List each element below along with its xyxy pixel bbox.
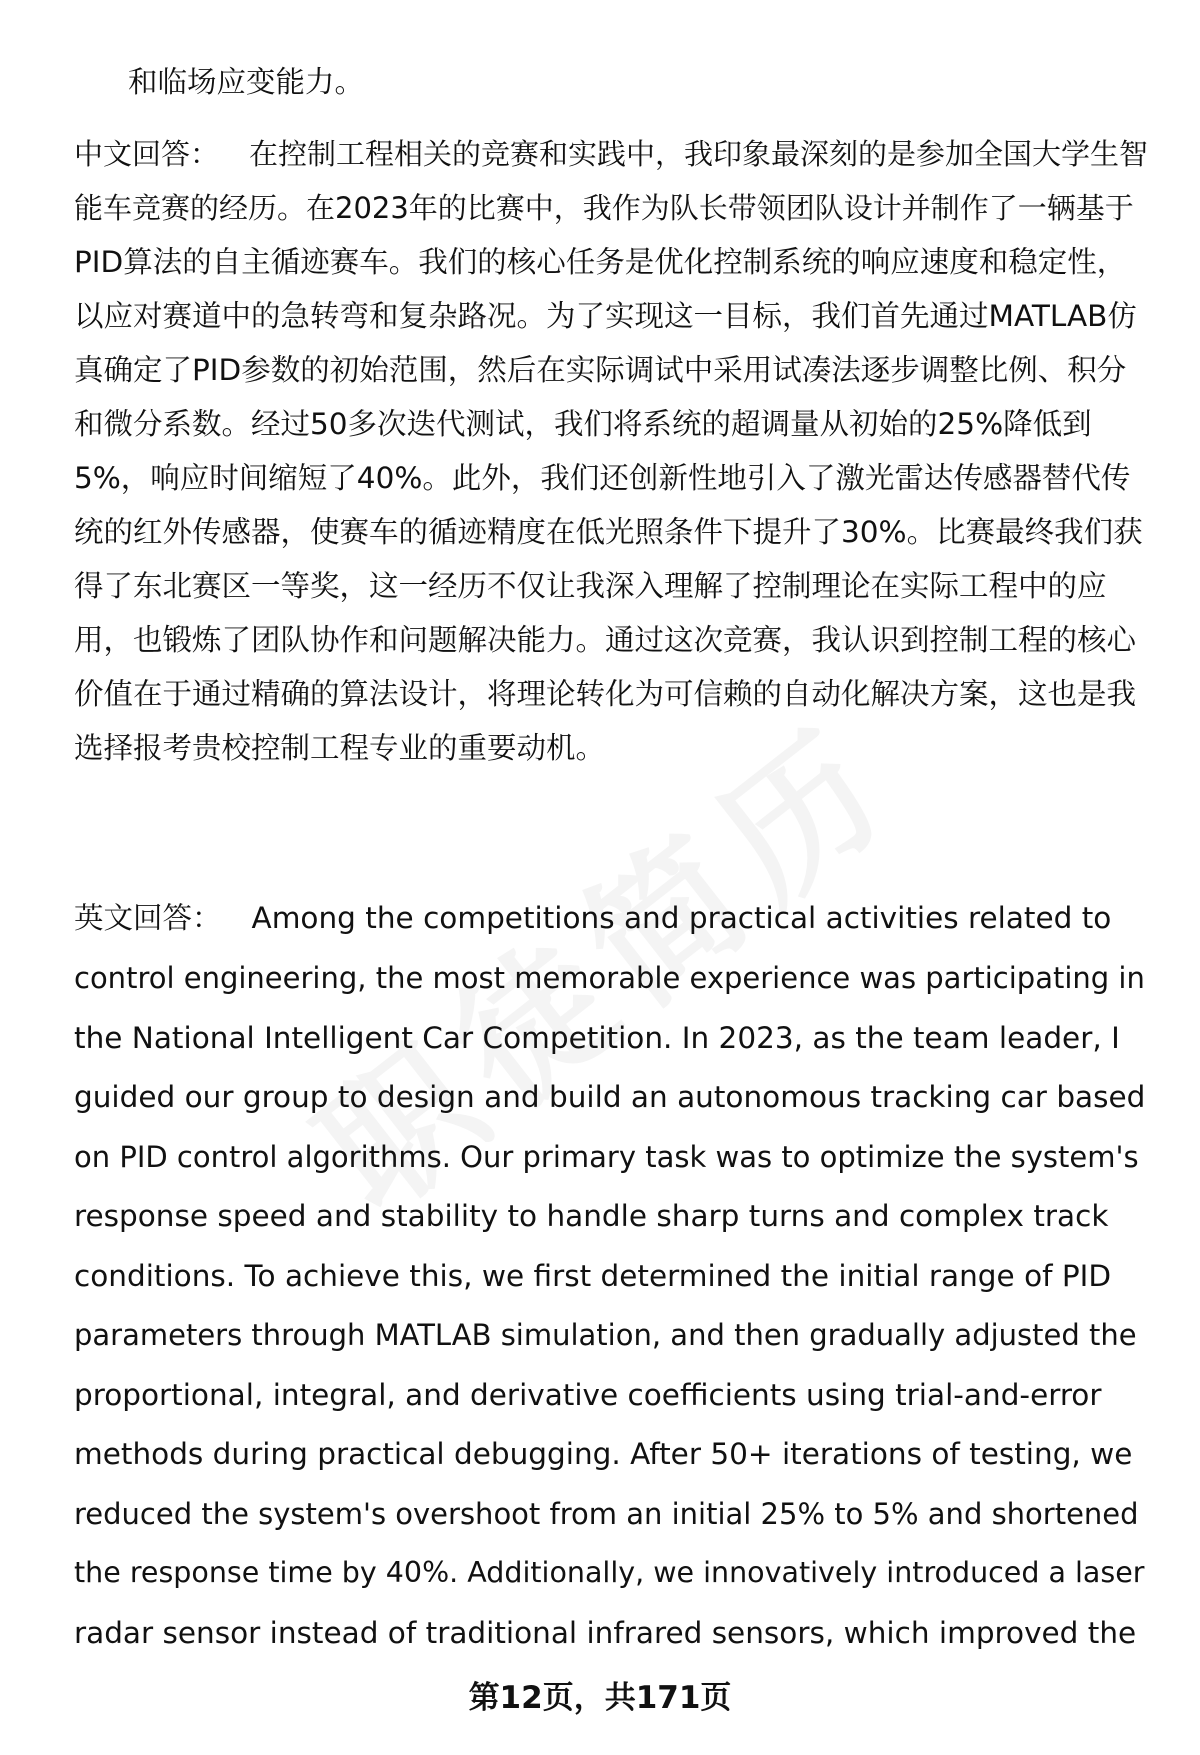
chinese-answer-line bbox=[74, 134, 1148, 174]
chinese-answer-label: 中文回答： bbox=[74, 137, 220, 171]
chinese-answer-line: 用，也锻炼了团队协作和问题解决能力。通过这次竞赛，我认识到控制工程的核心 bbox=[74, 623, 1137, 657]
english-answer-line: guided our group to design and build an autonomous tracking car based bbox=[74, 1080, 1146, 1114]
opening-line: 和临场应变能力。 bbox=[128, 65, 365, 99]
page-number: 第12页，共171页 bbox=[468, 1680, 732, 1716]
chinese-answer-line: 真确定了PID参数的初始范围，然后在实际调试中采用试凑法逐步调整比例、积分 bbox=[74, 353, 1127, 387]
english-answer-line: parameters through MATLAB simulation, and then gradually adjusted the bbox=[74, 1318, 1137, 1352]
english-answer-line: response speed and stability to handle sharp turns and complex track bbox=[74, 1199, 1109, 1233]
chinese-answer-line: 能车竞赛的经历。在2023年的比赛中，我作为队长带领团队设计并制作了一辆基于 bbox=[74, 191, 1134, 225]
english-answer-line: methods during practical debugging. After 50+ iterations of testing, we bbox=[74, 1437, 1133, 1471]
english-answer-line: conditions. To achieve this, we first determined the initial range of PID bbox=[74, 1259, 1112, 1293]
english-answer-line: the National Intelligent Car Competition. In 2023, as the team leader, I bbox=[74, 1021, 1120, 1055]
chinese-answer-line: 以应对赛道中的急转弯和复杂路况。为了实现这一目标，我们首先通过MATLAB仿 bbox=[74, 299, 1137, 333]
chinese-answer-line: 价值在于通过精确的算法设计，将理论转化为可信赖的自动化解决方案，这也是我 bbox=[74, 677, 1137, 711]
english-answer-line: control engineering, the most memorable experience was participating in bbox=[74, 961, 1145, 995]
english-answer-line: reduced the system's overshoot from an initial 25% to 5% and shortened bbox=[74, 1497, 1139, 1531]
chinese-answer-line: 选择报考贵校控制工程专业的重要动机。 bbox=[74, 731, 606, 765]
chinese-answer-text: 在控制工程相关的竞赛和实践中，我印象最深刻的是参加全国大学生智 bbox=[249, 137, 1149, 171]
chinese-answer-line: 得了东北赛区一等奖，这一经历不仅让我深入理解了控制理论在实际工程中的应 bbox=[74, 569, 1107, 603]
english-answer-line: radar sensor instead of traditional infrared sensors, which improved the bbox=[74, 1616, 1137, 1650]
english-answer-text: Among the competitions and practical activities related to bbox=[251, 901, 1112, 935]
chinese-answer-line: 和微分系数。经过50多次迭代测试，我们将系统的超调量从初始的25%降低到 bbox=[74, 407, 1092, 441]
english-answer-line: proportional, integral, and derivative coefficients using trial-and-error bbox=[74, 1378, 1102, 1412]
english-answer-line bbox=[74, 898, 1111, 938]
english-answer-label: 英文回答： bbox=[74, 901, 222, 935]
english-answer-line: on PID control algorithms. Our primary task was to optimize the system's bbox=[74, 1140, 1139, 1174]
chinese-answer-line: 统的红外传感器，使赛车的循迹精度在低光照条件下提升了30%。比赛最终我们获 bbox=[74, 515, 1143, 549]
english-answer-line: the response time by 40%. Additionally, we innovatively introduced a laser bbox=[74, 1556, 1145, 1589]
chinese-answer-line: 5%，响应时间缩短了40%。此外，我们还创新性地引入了激光雷达传感器替代传 bbox=[74, 461, 1131, 495]
chinese-answer-line: PID算法的自主循迹赛车。我们的核心任务是优化控制系统的响应速度和稳定性， bbox=[74, 245, 1127, 279]
